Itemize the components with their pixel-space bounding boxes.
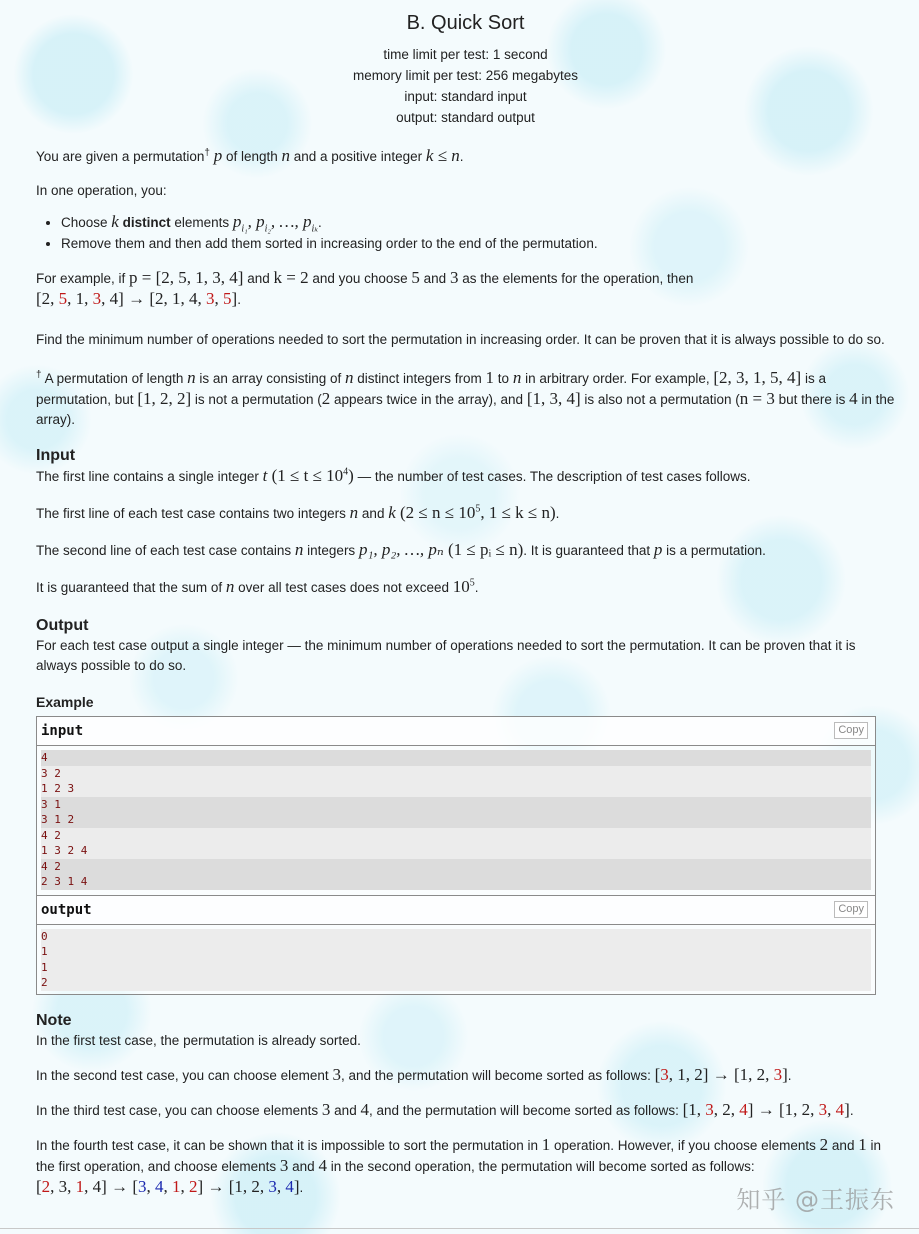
example-title: Example xyxy=(36,694,94,710)
time-limit: time limit per test: 1 second xyxy=(383,47,548,62)
problem-header xyxy=(36,0,895,128)
copy-output-button[interactable]: Copy xyxy=(834,901,868,918)
text: and xyxy=(419,271,450,286)
sample-input-header xyxy=(37,717,875,746)
text: elements xyxy=(170,215,233,230)
sample-input-line: 4 2 xyxy=(41,859,871,875)
sample-output-line: 1 xyxy=(41,945,48,958)
output-section-title: Output xyxy=(36,617,89,634)
sample-output-line: 1 xyxy=(41,960,48,974)
sample-input-label: input xyxy=(41,723,84,739)
math-p: p xyxy=(213,146,223,165)
math-case3-transform: [1, 3, 2, 4] → [1, 2, 3, 4] xyxy=(682,1099,850,1119)
sample-input-line: 1 2 3 xyxy=(41,781,871,797)
sample-input-line: 1 3 2 4 xyxy=(41,843,871,859)
statement-intro xyxy=(36,146,895,167)
input-spec: input: standard input xyxy=(404,89,527,104)
output-spec: output: standard output xyxy=(396,110,535,125)
input-line-1: The first line contains a single integer t $(1 \le t \le 10^4)$ — the number of test cases. The description of test cases follows. xyxy=(36,466,751,485)
sample-input-line: 3 2 xyxy=(41,766,871,782)
sample-input-line: 4 2 xyxy=(41,828,871,844)
divider xyxy=(0,1228,919,1229)
note-case-3: In the third test case, you can choose elements 3 and 4, and the permutation will become sorted as follows: [1, 3, 2, 4] → [1, 2, 3, 4]. xyxy=(36,1099,854,1119)
math-n: n xyxy=(281,146,290,165)
bold-distinct: distinct xyxy=(118,215,171,230)
math-three: 3 xyxy=(449,268,459,287)
text: Choose xyxy=(61,215,112,230)
text: and xyxy=(243,271,274,286)
statement-example: For example, if p = [2, 5, 1, 3, 4] and k = 2 and you choose 5 and 3 as the elements for the operation, then [2, 5, 1, 3, 4] → [2, 1, 4, 3, 5]. xyxy=(36,268,694,308)
footnote-permutation: † A permutation of length n is an array consisting of n distinct integers from 1 to n in arbitrary order. For example, [2, 3, 1, 5, 4] is a permutation, but [1, 2, 2] is not a permutation (2 appears twice in the array), and [1, 3, 4] is also not a permutation (n = 3 but there is 4 in the array). xyxy=(36,368,895,427)
sample-output-label: output xyxy=(41,901,92,918)
math-case2-transform: [3, 1, 2] → [1, 2, 3] xyxy=(654,1064,788,1084)
dagger-footnote-mark: † xyxy=(204,147,210,159)
sample-input-line: 4 xyxy=(41,750,871,766)
statement-operation-intro: In one operation, you: xyxy=(36,183,167,198)
sample-input-body[interactable] xyxy=(37,746,875,893)
sample-output-line: 2 xyxy=(41,976,48,989)
operation-step-choose: • Choose k distinct elements $p_{i_1}$, $p_{i_2}$, …, $p_{i_k}$. xyxy=(61,211,895,233)
math-nk-range: ($2 \le n \le 10^5$, 1 ≤ k ≤ n) xyxy=(395,503,556,522)
problem-title: B. Quick Sort xyxy=(406,12,525,34)
note-section-title: Note xyxy=(36,1011,72,1029)
text: You are given a permutation xyxy=(36,149,205,164)
text: For example, if xyxy=(36,271,130,286)
sample-output-line: 0 xyxy=(41,929,48,943)
operation-steps xyxy=(36,211,895,254)
sample-test xyxy=(36,716,876,995)
math-t-range: $(1 \le t \le 10^4)$ xyxy=(267,466,354,485)
copy-input-button[interactable]: Copy xyxy=(834,722,868,739)
math-k: k xyxy=(111,212,119,231)
note-case-1: In the first test case, the permutation is already sorted. xyxy=(36,1032,361,1048)
text: as the elements for the operation, then xyxy=(458,271,694,286)
sample-input-line: 3 1 2 xyxy=(41,812,871,828)
math-k-le-n: k ≤ n xyxy=(425,146,460,165)
input-constraint-sum: It is guaranteed that the sum of n over all test cases does not exceed $10^5$. xyxy=(36,577,479,596)
math-p-seq: $p_{i_1}$, $p_{i_2}$, …, $p_{i_k}$ xyxy=(232,212,318,235)
operation-step-remove: • Remove them and then add them sorted in increasing order to the end of the permutation. xyxy=(61,233,895,254)
text: of length xyxy=(222,149,282,164)
math-case4-transform: [2, 3, 1, 4] → [3, 4, 1, 2] → [1, 2, 3, 4] xyxy=(36,1176,300,1196)
dagger-footnote-mark: † xyxy=(36,369,42,381)
watermark: 知乎 @王振东 xyxy=(736,1186,895,1214)
statement-task: Find the minimum number of operations needed to sort the permutation in increasing order. It can be proven that it is always possible to do so. xyxy=(36,332,885,347)
output-description: For each test case output a single integer — the minimum number of operations needed to sort the permutation. It can be proven that it is always possible to do so. xyxy=(36,638,856,673)
input-line-3: The second line of each test case contains n integers p₁, p₂, …, pₙ (1 ≤ pᵢ ≤ n). It is guaranteed that p is a permutation. xyxy=(36,540,766,559)
input-section-title: Input xyxy=(36,447,76,464)
sample-input-line: 2 3 1 4 xyxy=(41,874,871,890)
text: and a positive integer xyxy=(290,149,426,164)
memory-limit: memory limit per test: 256 megabytes xyxy=(352,68,579,83)
note-case-4: In the fourth test case, it can be shown that it is impossible to sort the permutation in 1 operation. However, if you choose elements 2 and 1 in the first operation, and choose elements 3 and 4 in the second operation, the permutation will become sorted as follows: [2, 3, 1, 4] → [3, 4, 1, 2] → [1, 2, 3, 4]. xyxy=(36,1134,881,1196)
math-p-eq: p = [2, 5, 1, 3, 4] xyxy=(129,268,244,287)
sample-input-line: 3 1 xyxy=(41,797,871,813)
sample-output-body[interactable] xyxy=(41,929,871,991)
math-example-transform: [2, 5, 1, 3, 4] → [2, 1, 4, 3, 5] xyxy=(36,289,238,308)
sample-output-header xyxy=(37,895,875,925)
input-line-2: The first line of each test case contains two integers n and k ($2 \le n \le 10^5$, 1 ≤ k ≤ n). xyxy=(36,503,560,522)
text: and you choose xyxy=(308,271,412,286)
math-k-eq: k = 2 xyxy=(273,268,309,287)
text: . xyxy=(459,149,464,164)
math-five: 5 xyxy=(411,268,420,287)
note-case-2: In the second test case, you can choose element 3, and the permutation will become sorted as follows: [3, 1, 2] → [1, 2, 3]. xyxy=(36,1064,792,1084)
